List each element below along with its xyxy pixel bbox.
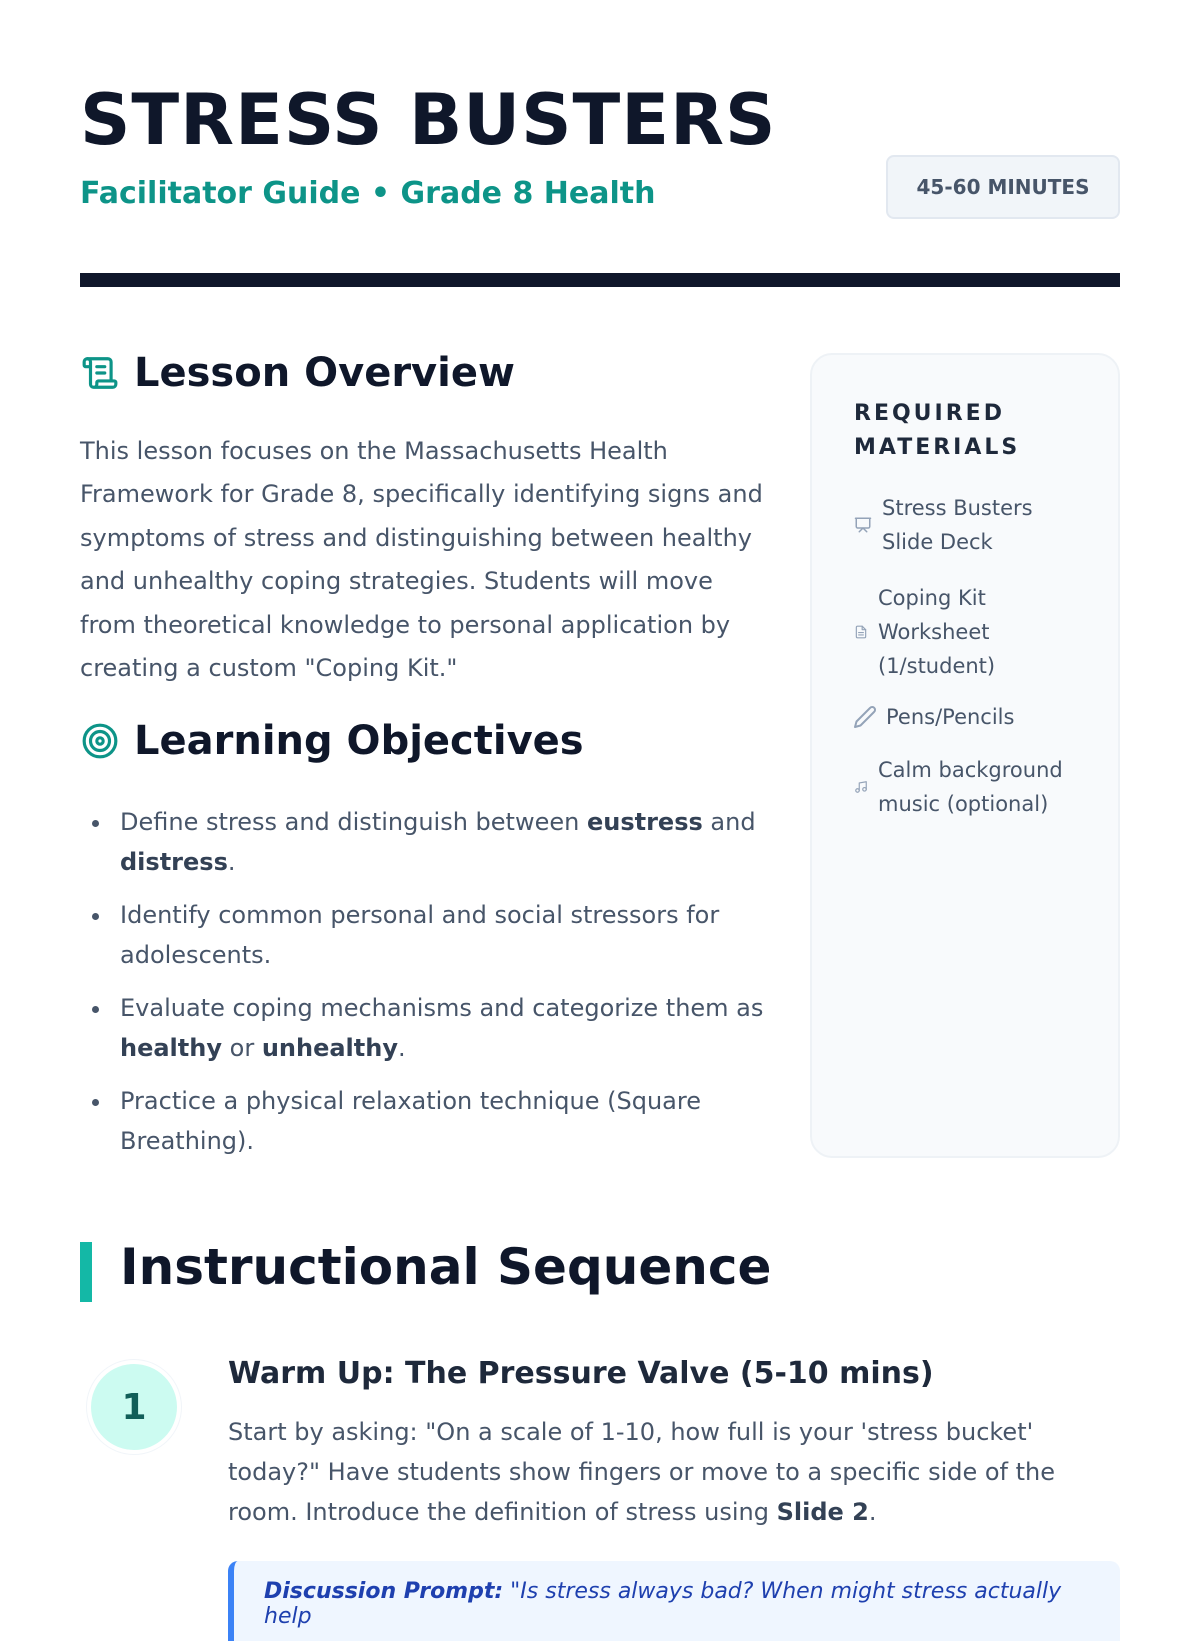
objective-item: Practice a physical relaxation technique (Square Breathing). bbox=[92, 1081, 772, 1161]
step-title: Warm Up: The Pressure Valve (5-10 mins) bbox=[228, 1356, 934, 1391]
scroll-icon bbox=[80, 353, 120, 393]
discussion-prompt-callout bbox=[228, 1561, 1120, 1641]
material-item bbox=[854, 700, 1084, 734]
step-number-badge: 1 bbox=[87, 1360, 181, 1454]
material-label: Calm background music (optional) bbox=[878, 758, 1063, 816]
pencil-icon bbox=[854, 705, 876, 729]
document-icon bbox=[854, 624, 868, 640]
objectives-list bbox=[92, 802, 772, 1174]
material-label: Coping Kit Worksheet (1/student) bbox=[878, 586, 996, 678]
objective-item: Define stress and distinguish between eustress and distress. bbox=[92, 802, 772, 882]
page-subtitle: Facilitator Guide • Grade 8 Health bbox=[80, 176, 656, 211]
section-accent-bar bbox=[80, 1242, 92, 1302]
overview-heading-text: Lesson Overview bbox=[134, 350, 515, 396]
prompt-text: "Is stress always bad? When might stress actually help bbox=[264, 1579, 1062, 1629]
facilitator-guide-page bbox=[80, 0, 1120, 1629]
overview-heading bbox=[80, 350, 515, 396]
sequence-heading: Instructional Sequence bbox=[120, 1238, 772, 1296]
materials-heading: REQUIRED MATERIALS bbox=[854, 401, 1021, 460]
objective-item: Identify common personal and social stressors for adolescents. bbox=[92, 895, 772, 975]
target-icon bbox=[80, 721, 120, 761]
material-label: Pens/Pencils bbox=[886, 705, 1015, 729]
objectives-heading-text: Learning Objectives bbox=[134, 718, 584, 764]
materials-card bbox=[810, 353, 1120, 1158]
objectives-heading bbox=[80, 718, 584, 764]
prompt-label: Discussion Prompt: bbox=[264, 1579, 504, 1604]
presentation-icon bbox=[854, 516, 872, 534]
page-title: STRESS BUSTERS bbox=[80, 79, 777, 161]
header-divider bbox=[80, 273, 1120, 287]
material-item bbox=[854, 491, 1054, 559]
overview-text: This lesson focuses on the Massachusetts Health Framework for Grade 8, specifically identifying signs and symptoms of stress and distinguishing between healthy and unhealthy coping strategies. Students will move from theoretical knowledge to personal application by creating a custom "Coping Kit." bbox=[80, 437, 763, 683]
objective-item: Evaluate coping mechanisms and categorize them as healthy or unhealthy. bbox=[92, 988, 772, 1068]
material-label: Stress Busters Slide Deck bbox=[882, 496, 1033, 554]
step-body: Start by asking: "On a scale of 1-10, how full is your 'stress bucket' today?" Have students show fingers or move to a specific side of the room. Introduce the definition of stress using Slide 2. bbox=[228, 1418, 1056, 1526]
music-icon bbox=[854, 780, 868, 794]
material-item bbox=[854, 753, 1084, 821]
duration-badge: 45-60 MINUTES bbox=[886, 155, 1120, 219]
material-item bbox=[854, 581, 1044, 683]
